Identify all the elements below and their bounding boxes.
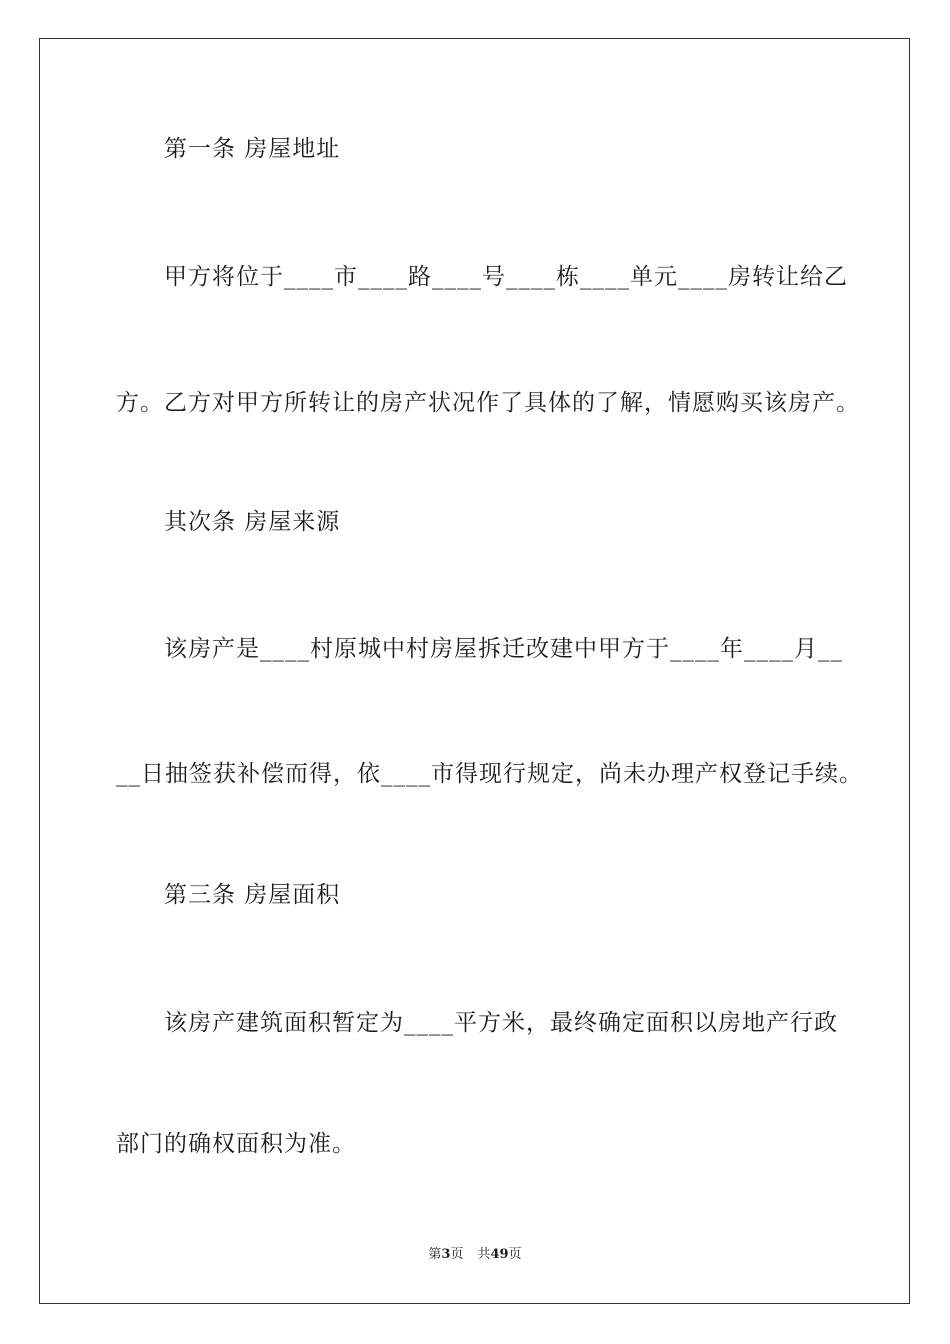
section-heading-1: 第一条 房屋地址 [164,136,341,162]
page-border [39,38,910,1304]
page-footer [0,1246,950,1264]
paragraph-line: 部门的确权面积为准。 [116,1131,356,1157]
total-suffix: 页 [508,1247,522,1262]
page-suffix: 页 [450,1247,464,1262]
paragraph-line: 甲方将位于____市____路____号____栋____单元____房转让给乙 [164,264,848,290]
section-heading-3: 第三条 房屋面积 [164,882,341,908]
total-prefix: 共 [477,1247,491,1262]
paragraph-line: __日抽签获补偿而得，依____市得现行规定，尚未办理产权登记手续。 [116,761,863,787]
paragraph-line: 该房产是____村原城中村房屋拆迁改建中甲方于____年____月__ [164,636,843,662]
paragraph-line: 方。乙方对甲方所转让的房产状况作了具体的了解，情愿购买该房产。 [116,390,860,416]
paragraph-line: 该房产建筑面积暂定为____平方米，最终确定面积以房地产行政 [164,1010,838,1036]
total-pages: 49 [490,1247,509,1262]
page-prefix: 第 [428,1247,442,1262]
section-heading-2: 其次条 房屋来源 [164,509,341,535]
page-number: 3 [441,1247,451,1262]
